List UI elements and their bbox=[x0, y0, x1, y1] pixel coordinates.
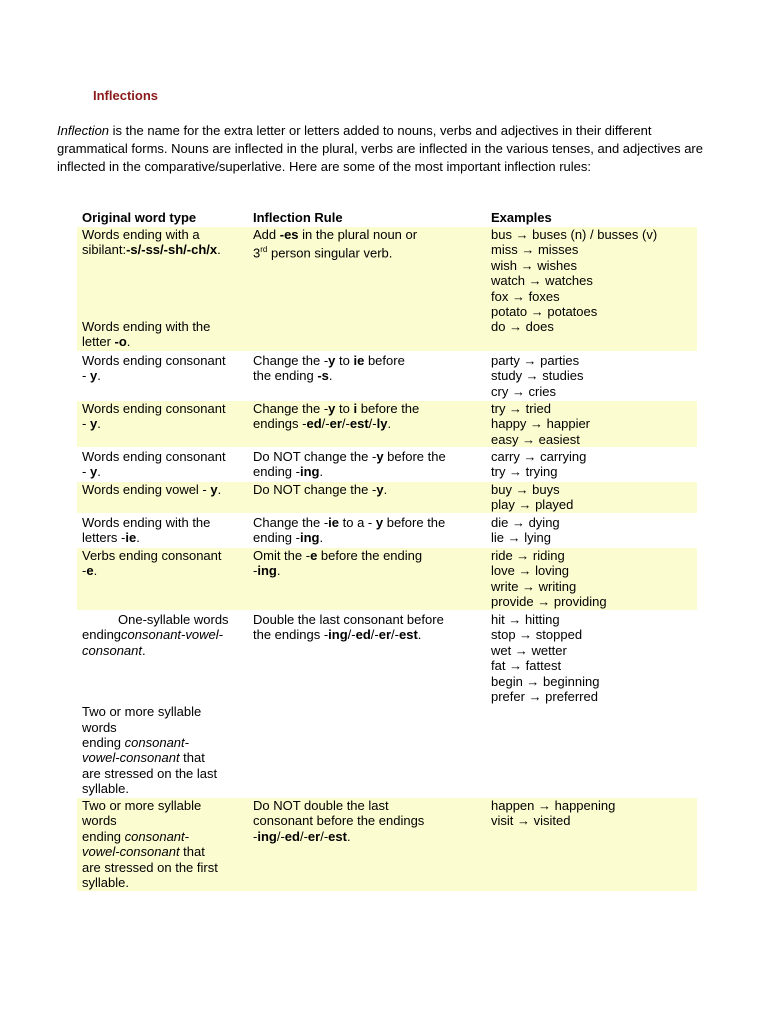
example-item: wet → wetter bbox=[491, 642, 567, 658]
cell-text: . bbox=[276, 563, 281, 579]
example-item: buy → buys bbox=[491, 482, 560, 497]
cell-text-italic: consonant-vowel- bbox=[121, 627, 223, 643]
cell-text: Omit the - bbox=[253, 548, 311, 563]
cell-text: . bbox=[97, 464, 101, 480]
cell-text-bold: -o bbox=[114, 334, 127, 350]
cell-text-bold: y bbox=[89, 368, 98, 384]
cell-text: consonant before the endings bbox=[253, 813, 425, 829]
word-type-cell bbox=[77, 449, 250, 480]
word-type-cell bbox=[77, 482, 250, 497]
cell-text: ending bbox=[82, 735, 125, 751]
cell-text: /- bbox=[320, 828, 329, 844]
cell-text: . bbox=[328, 368, 333, 384]
example-item: begin → beginning bbox=[491, 673, 600, 689]
example-item: fox → foxes bbox=[491, 288, 560, 304]
cell-text-bold: y bbox=[210, 482, 218, 497]
cell-text: person singular verb. bbox=[267, 245, 393, 261]
cell-text: Words ending vowel - bbox=[82, 482, 211, 497]
word-type-cell bbox=[77, 401, 250, 432]
cell-text: . bbox=[142, 642, 146, 658]
example-item: miss → misses bbox=[491, 242, 579, 258]
intro-italic-term: Inflection bbox=[57, 123, 110, 138]
cell-text-bold: e bbox=[310, 548, 318, 563]
cell-text-bold: ing bbox=[299, 530, 320, 546]
example-item: watch → watches bbox=[491, 273, 593, 289]
rule-cell bbox=[250, 401, 488, 432]
cell-text: are stressed on the first bbox=[82, 859, 218, 875]
cell-text: that bbox=[179, 750, 205, 766]
cell-text-bold: y bbox=[89, 464, 98, 480]
cell-text: /- bbox=[368, 416, 377, 432]
example-item: easy → easiest bbox=[491, 431, 580, 447]
word-type-cell bbox=[77, 798, 250, 890]
cell-text-bold: ing bbox=[257, 828, 277, 844]
cell-text: to bbox=[335, 353, 354, 368]
cell-text: . bbox=[217, 242, 221, 258]
page-title: Inflections bbox=[93, 88, 159, 103]
cell-text-bold: ie bbox=[125, 530, 137, 546]
cell-text: . bbox=[387, 416, 392, 432]
examples-cell bbox=[488, 401, 697, 447]
cell-text: in the plural noun or bbox=[298, 227, 418, 242]
example-item: try → tried bbox=[491, 401, 551, 416]
cell-text: . bbox=[319, 530, 324, 546]
cell-text-bold: ing bbox=[299, 464, 320, 480]
cell-text: ending bbox=[82, 828, 125, 844]
cell-text-bold: e bbox=[86, 563, 94, 579]
cell-text-bold: y bbox=[328, 353, 336, 368]
cell-text: before the bbox=[383, 515, 446, 530]
cell-text-bold: y bbox=[89, 416, 98, 432]
cell-text: before bbox=[364, 353, 405, 368]
word-type-cell bbox=[77, 353, 250, 384]
cell-text: - bbox=[82, 464, 90, 480]
cell-text: the endings - bbox=[253, 627, 329, 643]
cell-text: /- bbox=[321, 416, 330, 432]
example-item: write → writing bbox=[491, 578, 577, 594]
cell-text: Words ending with the bbox=[82, 318, 211, 334]
cell-text-superscript: rd bbox=[260, 245, 268, 255]
example-item: try → trying bbox=[491, 464, 558, 480]
cell-text-bold: ed bbox=[284, 828, 300, 844]
rule-cell bbox=[250, 612, 488, 643]
example-item: love → loving bbox=[491, 563, 570, 579]
cell-text: . bbox=[93, 563, 98, 579]
cell-text: Words ending consonant bbox=[82, 449, 226, 464]
cell-text: Change the - bbox=[253, 353, 329, 368]
cell-text: Change the - bbox=[253, 401, 329, 416]
example-item: prefer → preferred bbox=[491, 689, 598, 705]
cell-text: /- bbox=[341, 416, 350, 432]
cell-text: that bbox=[179, 844, 205, 860]
cell-text-bold: -s bbox=[317, 368, 329, 384]
table-row bbox=[77, 353, 697, 399]
cell-text: words bbox=[82, 719, 117, 735]
examples-cell bbox=[488, 449, 697, 480]
table-row bbox=[77, 227, 697, 351]
cell-text: 3 bbox=[253, 245, 261, 261]
table-row bbox=[77, 798, 697, 891]
cell-text: Words ending with a bbox=[82, 227, 200, 242]
cell-text: syllable. bbox=[82, 875, 129, 891]
cell-text: letter bbox=[82, 334, 115, 350]
cell-text: sibilant: bbox=[82, 242, 127, 258]
table-row bbox=[77, 482, 697, 513]
cell-text: . bbox=[97, 416, 101, 432]
cell-text: . bbox=[319, 464, 324, 480]
examples-cell bbox=[488, 515, 697, 546]
cell-text: - bbox=[253, 828, 258, 844]
cell-text: . bbox=[136, 530, 140, 546]
cell-text-bold: ing bbox=[328, 627, 348, 643]
cell-spacer bbox=[82, 258, 250, 319]
word-type-cell bbox=[77, 612, 250, 797]
rule-cell bbox=[250, 227, 488, 261]
example-item: wish → wishes bbox=[491, 257, 577, 273]
table-row bbox=[77, 449, 697, 480]
cell-text: . bbox=[126, 334, 131, 350]
header-inflection-rule: Inflection Rule bbox=[253, 210, 343, 225]
cell-text-bold: y bbox=[376, 482, 384, 497]
cell-text: . bbox=[383, 482, 388, 497]
word-type-cell bbox=[77, 515, 250, 546]
cell-text-bold: ed bbox=[306, 416, 322, 432]
cell-text: to bbox=[335, 401, 354, 416]
cell-text: are stressed on the last bbox=[82, 765, 218, 781]
examples-cell bbox=[488, 227, 697, 335]
cell-text: endings - bbox=[253, 416, 307, 432]
cell-text: words bbox=[82, 813, 117, 829]
cell-text: Change the - bbox=[253, 515, 329, 530]
cell-text: Add bbox=[253, 227, 280, 242]
rule-cell bbox=[250, 515, 488, 546]
cell-text: /- bbox=[299, 828, 308, 844]
header-original-word-type: Original word type bbox=[82, 210, 197, 225]
table-row bbox=[77, 401, 697, 447]
example-item: study → studies bbox=[491, 368, 584, 384]
example-item: provide → providing bbox=[491, 594, 607, 610]
cell-text-bold: ie bbox=[328, 515, 340, 530]
header-examples: Examples bbox=[491, 210, 552, 225]
cell-text-italic: consonant bbox=[82, 642, 142, 658]
cell-text: . bbox=[97, 368, 101, 384]
example-item: happy → happier bbox=[491, 416, 591, 432]
example-item: lie → lying bbox=[491, 530, 551, 546]
cell-text: Words ending consonant bbox=[82, 401, 226, 416]
cell-text: before the bbox=[383, 449, 446, 464]
example-item: visit → visited bbox=[491, 813, 571, 829]
examples-cell bbox=[488, 612, 697, 704]
cell-text: ending - bbox=[253, 464, 300, 480]
cell-text: Do NOT change the - bbox=[253, 449, 377, 464]
cell-text: - bbox=[82, 563, 87, 579]
cell-text-bold: er bbox=[307, 828, 321, 844]
cell-text-bold: er bbox=[378, 627, 392, 643]
example-item: fat → fattest bbox=[491, 658, 562, 674]
example-item: hit → hitting bbox=[491, 612, 560, 627]
cell-text: . bbox=[417, 627, 422, 643]
cell-text: Words ending consonant bbox=[82, 353, 226, 368]
cell-text-bold: ed bbox=[355, 627, 371, 643]
example-item: potato → potatoes bbox=[491, 304, 598, 320]
word-type-cell bbox=[77, 227, 250, 350]
cell-text: One-syllable words bbox=[118, 612, 229, 627]
example-item: ride → riding bbox=[491, 548, 565, 563]
cell-text-bold: y bbox=[376, 449, 384, 464]
cell-text: the ending bbox=[253, 368, 318, 384]
cell-text-bold: -s/-ss/-sh/-ch/x bbox=[126, 242, 218, 258]
cell-text: ending - bbox=[253, 530, 300, 546]
cell-text-italic: consonant- bbox=[124, 735, 189, 751]
cell-text: Verbs ending consonant bbox=[82, 548, 222, 563]
example-item: carry → carrying bbox=[491, 449, 587, 464]
cell-text-bold: y bbox=[375, 515, 384, 530]
cell-text: letters - bbox=[82, 530, 126, 546]
cell-text: before the ending bbox=[317, 548, 423, 563]
table-row bbox=[77, 548, 697, 610]
cell-spacer bbox=[82, 658, 250, 704]
rule-cell bbox=[250, 798, 488, 844]
word-type-cell bbox=[77, 548, 250, 579]
cell-text-italic: vowel-consonant bbox=[82, 844, 180, 860]
cell-text: ending bbox=[82, 627, 122, 643]
cell-text: - bbox=[253, 563, 258, 579]
cell-text: - bbox=[82, 368, 90, 384]
example-item: party → parties bbox=[491, 353, 580, 368]
example-item: die → dying bbox=[491, 515, 560, 530]
cell-text: Words ending with the bbox=[82, 515, 211, 530]
cell-text-bold: i bbox=[353, 401, 358, 416]
cell-text: . bbox=[217, 482, 222, 497]
cell-text: Two or more syllable bbox=[82, 704, 202, 720]
cell-text: Do NOT change the - bbox=[253, 482, 377, 497]
inflection-table bbox=[77, 208, 697, 891]
cell-text-bold: est bbox=[349, 416, 369, 432]
examples-cell bbox=[488, 353, 697, 399]
examples-cell bbox=[488, 548, 697, 610]
cell-text-bold: y bbox=[328, 401, 336, 416]
intro-text: is the name for the extra letter or letters added to nouns, verbs and adjectives in their different grammatical forms. Nouns are inflected in the plural, verbs are inflected in the various tenses, and adjectives are inflected in the comparative/superlative. Here are some of the most important inflection rules: bbox=[57, 123, 703, 174]
example-item: stop → stopped bbox=[491, 627, 583, 643]
example-item: bus → buses (n) / busses (v) bbox=[491, 227, 658, 242]
cell-text-bold: er bbox=[329, 416, 342, 432]
cell-text-bold: ly bbox=[376, 416, 388, 432]
cell-text-bold: est bbox=[399, 627, 418, 643]
cell-text: Do NOT double the last bbox=[253, 798, 389, 813]
table-row bbox=[77, 612, 697, 796]
cell-text: /- bbox=[370, 627, 379, 643]
example-item: happen → happening bbox=[491, 798, 616, 813]
cell-text: /- bbox=[347, 627, 356, 643]
cell-text: /- bbox=[391, 627, 399, 643]
cell-text: Two or more syllable bbox=[82, 798, 202, 813]
cell-text-bold: est bbox=[328, 828, 347, 844]
cell-text: to a - bbox=[339, 515, 376, 530]
cell-text: /- bbox=[276, 828, 285, 844]
cell-text-italic: vowel-consonant bbox=[82, 750, 180, 766]
cell-text: Double the last consonant before bbox=[253, 612, 444, 627]
rule-cell bbox=[250, 482, 488, 497]
table-row bbox=[77, 515, 697, 546]
cell-text-italic: consonant- bbox=[124, 828, 189, 844]
cell-text-bold: ie bbox=[353, 353, 365, 368]
table-header-row bbox=[77, 208, 697, 227]
examples-cell bbox=[488, 798, 697, 829]
example-item: cry → cries bbox=[491, 383, 556, 399]
example-item: do → does bbox=[491, 319, 554, 335]
cell-text-bold: -es bbox=[279, 227, 299, 242]
rule-cell bbox=[250, 353, 488, 384]
cell-text: . bbox=[346, 828, 351, 844]
cell-text: - bbox=[82, 416, 90, 432]
intro-paragraph bbox=[57, 122, 717, 176]
examples-cell bbox=[488, 482, 697, 513]
example-item: play → played bbox=[491, 497, 574, 513]
rule-cell bbox=[250, 548, 488, 579]
cell-text: before the bbox=[357, 401, 420, 416]
cell-text-bold: ing bbox=[257, 563, 277, 579]
cell-text: syllable. bbox=[82, 781, 129, 797]
rule-cell bbox=[250, 449, 488, 480]
